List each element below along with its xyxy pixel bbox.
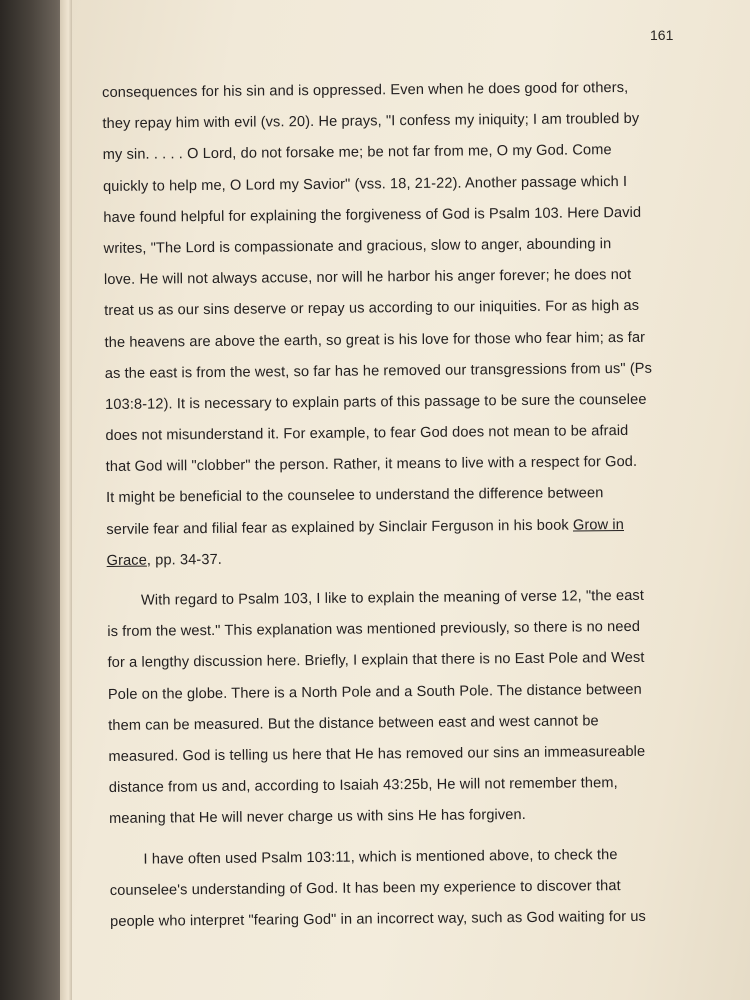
text-line: distance from us and, according to Isaiah 43:25b, He will not remember them, xyxy=(108,775,618,797)
text-line: 103:8-12). It is necessary to explain parts of this passage to be sure the counselee xyxy=(105,391,647,413)
text-line: as the east is from the west, so far has he removed our transgressions from us" (Ps xyxy=(104,360,653,382)
text-line: treat us as our sins deserve or repay us according to our iniquities. For as high as xyxy=(104,298,640,320)
page-number: 161 xyxy=(650,27,674,43)
text-line: counselee's understanding of God. It has been my experience to discover that xyxy=(109,877,621,899)
text-line: them can be measured. But the distance between east and west cannot be xyxy=(108,713,599,734)
text-line-with-book-title xyxy=(106,509,706,546)
text-line: is from the west." This explanation was mentioned previously, so there is no need xyxy=(107,619,641,641)
text-line: they repay him with evil (vs. 20). He prays, "I confess my iniquity; I am troubled by xyxy=(102,111,640,133)
text-line: measured. God is telling us here that He has removed our sins an immeasureable xyxy=(108,743,646,765)
text-line: consequences for his sin and is oppressed. Even when he does good for others, xyxy=(102,79,629,101)
book-title-part-1: Grow in xyxy=(572,516,625,534)
paragraph-start: With regard to Psalm 103, I like to explain the meaning of verse 12, "the east xyxy=(140,587,645,609)
text-segment: servile fear and filial fear as explained by Sinclair Ferguson in his book xyxy=(106,517,574,538)
text-line: meaning that He will never charge us with sins He has forgiven. xyxy=(109,807,526,828)
text-line: love. He will not always accuse, nor will he harbor his anger forever; he does not xyxy=(103,267,632,289)
text-line: people who interpret "fearing God" in an incorrect way, such as God waiting for us xyxy=(110,908,646,930)
text-line: does not misunderstand it. For example, to fear God does not mean to be afraid xyxy=(105,423,629,445)
text-line: for a lengthy discussion here. Briefly, I explain that there is no East Pole and West xyxy=(107,650,645,672)
book-page xyxy=(72,0,750,1000)
text-line: that God will "clobber" the person. Rather, it means to live with a respect for God. xyxy=(105,454,638,476)
text-line: my sin. . . . . O Lord, do not forsake me; be not far from me, O my God. Come xyxy=(102,142,612,164)
text-line: quickly to help me, O Lord my Savior" (vss. 18, 21-22). Another passage which I xyxy=(102,173,628,195)
book-title-part-2: Grace xyxy=(106,552,147,569)
paragraph-start: I have often used Psalm 103:11, which is mentioned above, to check the xyxy=(143,846,618,868)
text-line: have found helpful for explaining the forgiveness of God is Psalm 103. Here David xyxy=(103,204,642,226)
text-line: writes, "The Lord is compassionate and gracious, slow to anger, abounding in xyxy=(103,236,612,257)
text-line-with-book-title xyxy=(106,540,706,577)
text-segment: , pp. 34-37. xyxy=(146,551,222,569)
text-line: Pole on the globe. There is a North Pole and a South Pole. The distance between xyxy=(107,681,642,703)
text-line: It might be beneficial to the counselee to understand the difference between xyxy=(105,485,604,507)
text-line: the heavens are above the earth, so great is his love for those who fear him; as far xyxy=(104,329,646,351)
body-text xyxy=(102,72,710,938)
